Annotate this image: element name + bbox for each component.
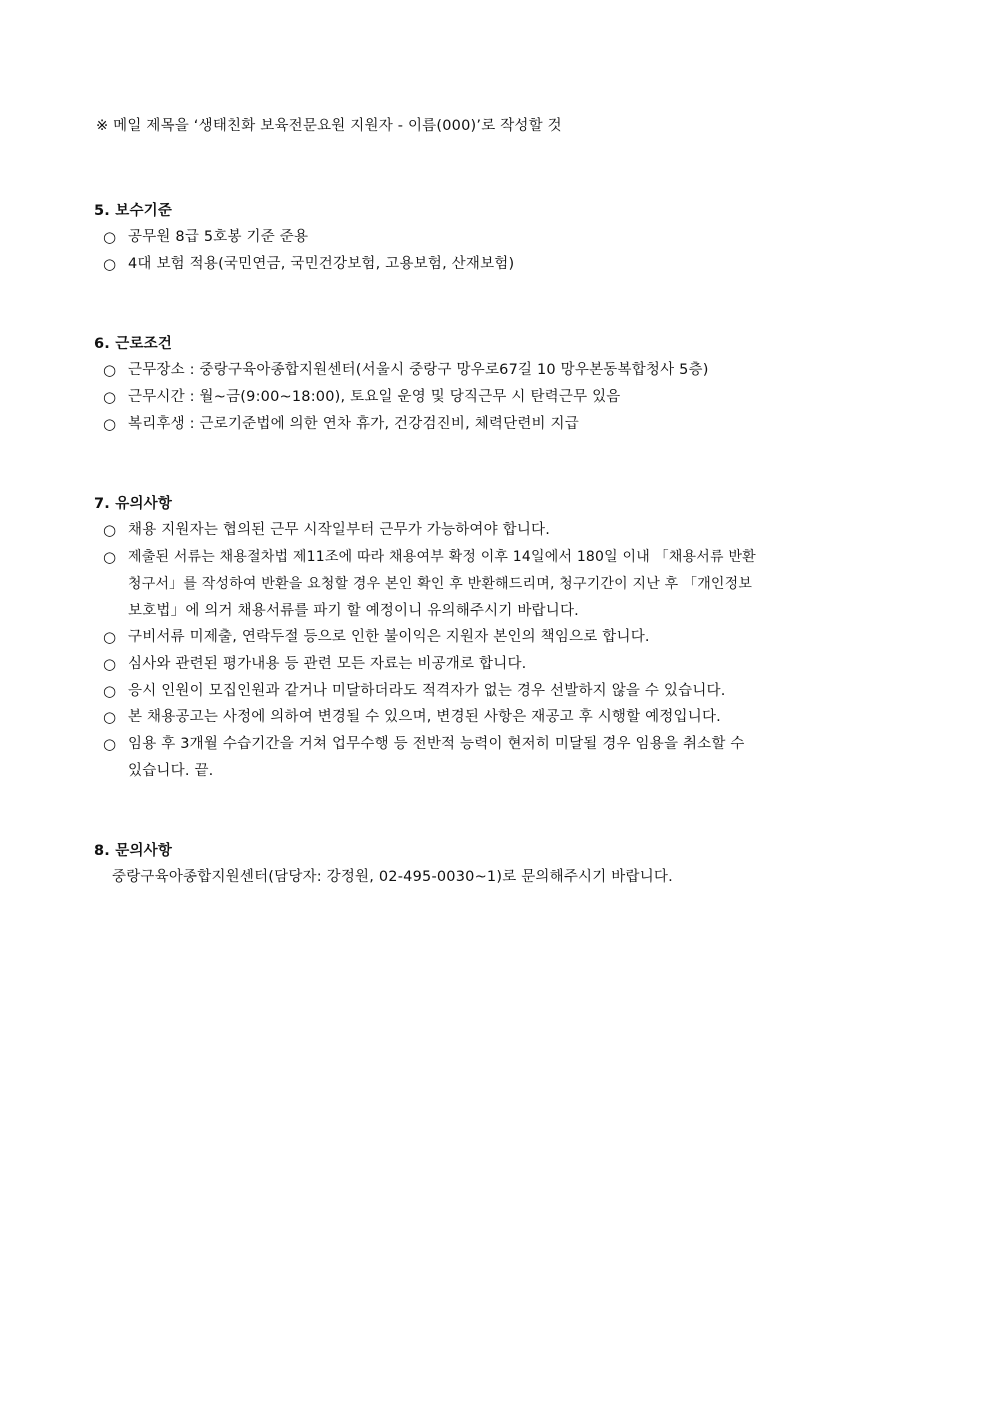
email-subject-note: ※ 메일 제목을 ‘생태친화 보육전문요원 지원자 - 이름(000)’로 작성할 것: [96, 118, 562, 134]
bullet-icon: ○: [103, 415, 117, 433]
section-7-item: 본 채용공고는 사정에 의하여 변경될 수 있으며, 변경된 사항은 재공고 후 시행할 예정입니다.: [128, 709, 721, 725]
bullet-icon: ○: [103, 255, 117, 273]
section-7-item-line: 임용 후 3개월 수습기간을 거쳐 업무수행 등 전반적 능력이 현저히 미달될 경우 임용을 취소할 수: [128, 736, 745, 752]
bullet-icon: ○: [103, 735, 117, 753]
section-6-item: 근무장소 : 중랑구육아종합지원센터(서울시 중랑구 망우로67길 10 망우본동복합청사 5층): [128, 362, 709, 378]
bullet-icon: ○: [103, 548, 117, 566]
bullet-icon: ○: [103, 708, 117, 726]
section-8-heading: 8. 문의사항: [94, 843, 173, 859]
bullet-icon: ○: [103, 388, 117, 406]
section-5-heading: 5. 보수기준: [94, 203, 173, 219]
section-7-item: 응시 인원이 모집인원과 같거나 미달하더라도 적격자가 없는 경우 선발하지 않을 수 있습니다.: [128, 683, 726, 699]
bullet-icon: ○: [103, 682, 117, 700]
section-6-heading: 6. 근로조건: [94, 336, 173, 352]
section-7-item-line: 제출된 서류는 채용절차법 제11조에 따라 채용여부 확정 이후 14일에서 180일 이내 「채용서류 반환: [128, 549, 756, 565]
section-7-item: 채용 지원자는 협의된 근무 시작일부터 근무가 가능하여야 합니다.: [128, 522, 551, 538]
section-6-item: 복리후생 : 근로기준법에 의한 연차 휴가, 건강검진비, 체력단련비 지급: [128, 416, 579, 432]
section-7-item: 구비서류 미제출, 연락두절 등으로 인한 불이익은 지원자 본인의 책임으로 합니다.: [128, 629, 650, 645]
bullet-icon: ○: [103, 521, 117, 539]
section-7-item-line: 있습니다. 끝.: [128, 763, 214, 779]
section-5-item: 공무원 8급 5호봉 기준 준용: [128, 229, 309, 245]
section-6-item: 근무시간 : 월~금(9:00~18:00), 토요일 운영 및 당직근무 시 탄력근무 있음: [128, 389, 621, 405]
section-7-item-line: 청구서」를 작성하여 반환을 요청할 경우 본인 확인 후 반환해드리며, 청구기간이 지난 후 「개인정보: [128, 576, 753, 592]
bullet-icon: ○: [103, 361, 117, 379]
bullet-icon: ○: [103, 655, 117, 673]
section-7-item: 심사와 관련된 평가내용 등 관련 모든 자료는 비공개로 합니다.: [128, 656, 527, 672]
bullet-icon: ○: [103, 628, 117, 646]
section-7-item-line: 보호법」에 의거 채용서류를 파기 할 예정이니 유의해주시기 바랍니다.: [128, 603, 579, 619]
bullet-icon: ○: [103, 228, 117, 246]
section-8-text: 중랑구육아종합지원센터(담당자: 강정원, 02-495-0030~1)로 문의해주시기 바랍니다.: [112, 869, 673, 885]
section-7-heading: 7. 유의사항: [94, 496, 173, 512]
section-5-item: 4대 보험 적용(국민연금, 국민건강보험, 고용보험, 산재보험): [128, 256, 515, 272]
